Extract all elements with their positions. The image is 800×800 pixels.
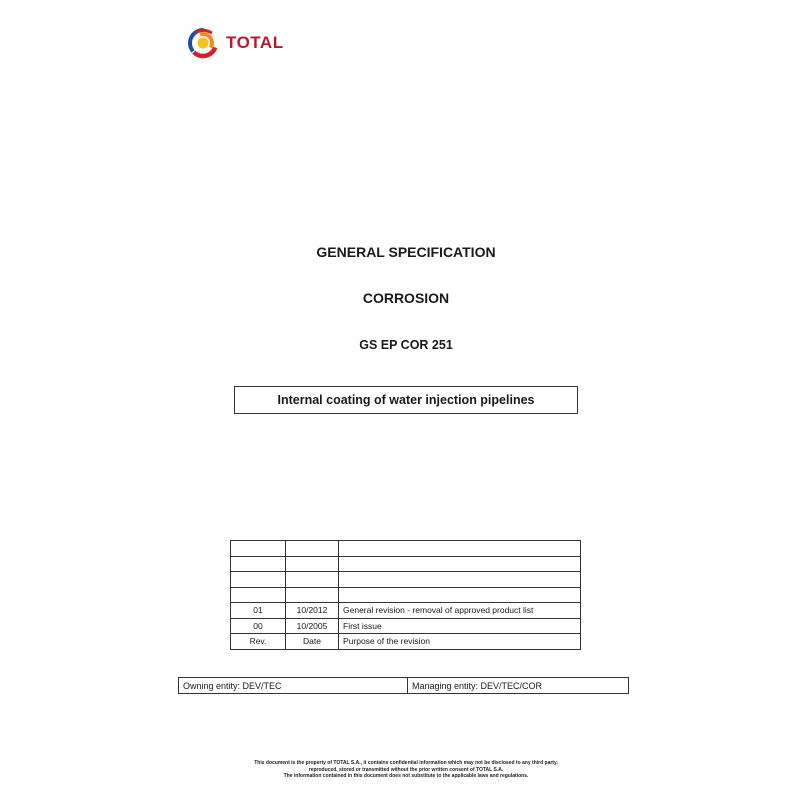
revision-number-cell	[231, 587, 286, 603]
document-reference: GS EP COR 251	[359, 338, 453, 352]
revision-number-cell	[231, 572, 286, 588]
revision-number-cell	[231, 541, 286, 557]
document-type: GENERAL SPECIFICATION	[316, 244, 496, 260]
entity-table	[178, 677, 629, 694]
revision-date-cell: 10/2012	[286, 603, 339, 619]
table-row	[231, 556, 581, 572]
logo-wordmark: TOTAL	[226, 33, 284, 52]
revision-number-cell	[231, 556, 286, 572]
revision-date-cell	[286, 556, 339, 572]
table-row	[231, 572, 581, 588]
table-row	[179, 678, 629, 694]
revision-purpose-cell: First issue	[339, 618, 581, 634]
revision-date-cell: 10/2005	[286, 618, 339, 634]
company-logo	[186, 26, 284, 60]
document-title-box	[234, 386, 578, 414]
table-row	[231, 587, 581, 603]
total-logo-icon	[186, 26, 220, 60]
revision-date-cell	[286, 587, 339, 603]
managing-entity: Managing entity: DEV/TEC/COR	[408, 678, 629, 694]
revision-date-cell	[286, 541, 339, 557]
footer-line: The information contained in this document does not substitute to the applicable laws and regulations.	[283, 773, 529, 779]
revision-purpose-cell	[339, 572, 581, 588]
revision-date-cell	[286, 572, 339, 588]
table-row	[231, 618, 581, 634]
header-date: Date	[286, 634, 339, 650]
revision-purpose-cell	[339, 541, 581, 557]
revision-table	[230, 540, 581, 650]
document-subject: CORROSION	[362, 290, 450, 306]
revision-table-header	[231, 634, 581, 650]
revision-number-cell: 01	[231, 603, 286, 619]
header-rev: Rev.	[231, 634, 286, 650]
confidentiality-footer	[0, 760, 800, 780]
revision-number-cell: 00	[231, 618, 286, 634]
revision-purpose-cell	[339, 556, 581, 572]
header-purpose: Purpose of the revision	[339, 634, 581, 650]
footer-line: This document is the property of TOTAL S.A., it contains confidential information which may not be disclosed to any third party,	[254, 760, 558, 766]
revision-purpose-cell	[339, 587, 581, 603]
revision-purpose-cell: General revision - removal of approved product list	[339, 603, 581, 619]
owning-entity: Owning entity: DEV/TEC	[179, 678, 408, 694]
table-row	[231, 541, 581, 557]
footer-line: reproduced, stored or transmitted without the prior written consent of TOTAL S.A.	[308, 766, 504, 773]
document-title: Internal coating of water injection pipelines	[277, 393, 535, 407]
table-row	[231, 603, 581, 619]
